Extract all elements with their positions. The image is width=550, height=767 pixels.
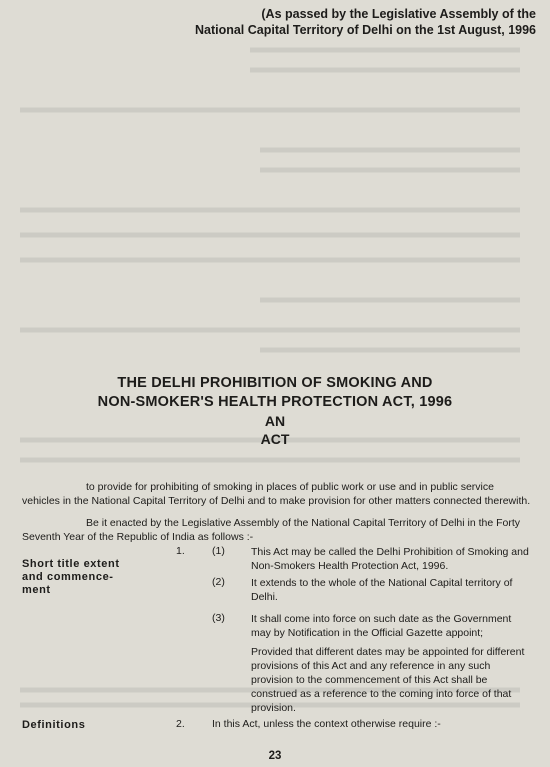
title-act: ACT xyxy=(260,431,290,447)
page-number: 23 xyxy=(268,750,282,762)
subsection-1-3-text: It shall come into force on such date as the Government may by Notification in the Official Gazette appoint; xyxy=(251,613,512,639)
section-1-heading xyxy=(22,558,120,597)
section-2-heading: Definitions xyxy=(22,719,86,731)
section-1-heading-line2: and commence- xyxy=(22,571,114,583)
title-an: AN xyxy=(264,413,286,429)
section-1-heading-line1: Short title extent xyxy=(22,558,120,570)
act-title-line2: NON-SMOKER'S HEALTH PROTECTION ACT, 1996 xyxy=(97,394,453,410)
section-2-text: In this Act, unless the context otherwise require :- xyxy=(212,718,441,730)
subsection-1-3-number: (3) xyxy=(212,612,225,624)
passed-statement xyxy=(195,6,536,38)
act-title-line1: THE DELHI PROHIBITION OF SMOKING AND xyxy=(117,375,433,391)
subsection-1-1-text: This Act may be called the Delhi Prohibition of Smoking and Non-Smokers Health Protection Act, 1996. xyxy=(251,546,529,572)
section-1-number: 1. xyxy=(176,545,185,557)
subsection-1-2-number: (2) xyxy=(212,576,225,588)
preamble xyxy=(22,480,532,552)
act-title-block xyxy=(0,374,550,448)
subsection-1-2-text: It extends to the whole of the National Capital territory of Delhi. xyxy=(251,577,513,603)
passed-statement-line2: National Capital Territory of Delhi on the 1st August, 1996 xyxy=(194,23,536,37)
passed-statement-line1: (As passed by the Legislative Assembly of the xyxy=(261,7,536,21)
section-1-proviso: Provided that different dates may be appointed for different provisions of this Act and any reference in any such provision to the commencement of this Act shall be construed as a reference to the coming into force of that provision. xyxy=(251,646,525,714)
enacting-clause: Be it enacted by the Legislative Assembly of the National Capital Territory of Delhi in the Forty Seventh Year of the Republic of India as follows :- xyxy=(22,517,521,543)
section-2-number: 2. xyxy=(176,718,185,730)
subsection-1-1-number: (1) xyxy=(212,545,225,557)
section-1-heading-line3: ment xyxy=(22,584,51,596)
preamble-purpose: to provide for prohibiting of smoking in places of public work or use and in public service vehicles in the National Capital Territory of Delhi and to make provision for other matters connected therewith. xyxy=(22,481,531,507)
